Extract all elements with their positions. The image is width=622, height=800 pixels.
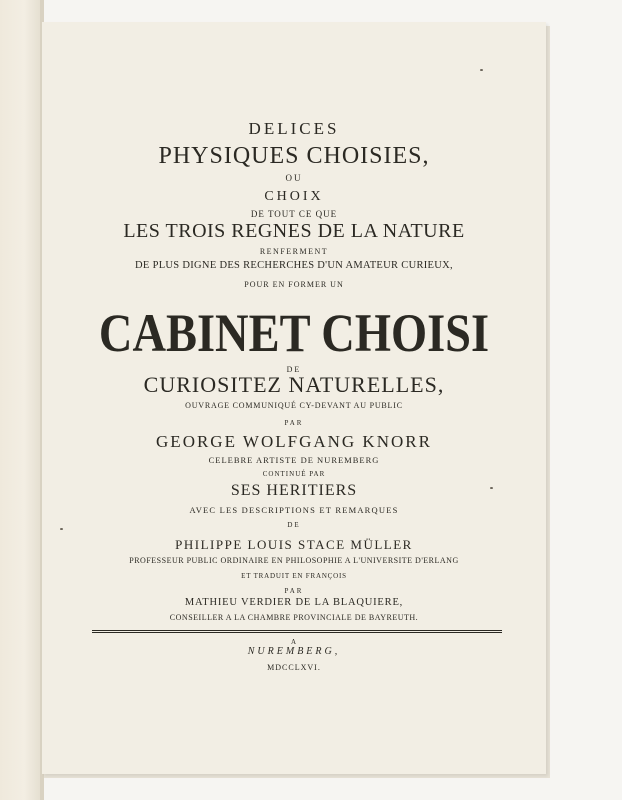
contributor-name-muller: PHILIPPE LOUIS STACE MÜLLER bbox=[175, 537, 413, 552]
title-line-regnes: LES TROIS REGNES DE LA NATURE bbox=[123, 220, 465, 242]
title-line-par-2: PAR bbox=[284, 587, 304, 595]
title-line-par: PAR bbox=[284, 419, 304, 427]
imprint-place: NUREMBERG, bbox=[247, 646, 341, 657]
translator-name: MATHIEU VERDIER DE LA BLAQUIERE, bbox=[184, 597, 404, 608]
title-line-ou: OU bbox=[285, 173, 303, 183]
main-title-cabinet-choisi: CABINET CHOISI bbox=[98, 303, 490, 363]
title-line-physiques: PHYSIQUES CHOISIES, bbox=[158, 143, 430, 169]
title-line-heritiers: SES HERITIERS bbox=[230, 482, 358, 499]
title-line-de-2: DE bbox=[287, 521, 301, 529]
foxing-speck bbox=[60, 528, 63, 530]
title-line-renferment: RENFERMENT bbox=[259, 247, 329, 256]
translator-description: CONSEILLER A LA CHAMBRE PROVINCIALE DE BAYREUTH. bbox=[169, 613, 419, 622]
title-line-choix: CHOIX bbox=[264, 189, 324, 204]
divider-rule-bottom bbox=[92, 632, 502, 633]
title-line-pour-en-former: POUR EN FORMER UN bbox=[244, 280, 344, 289]
title-line-delices: DELICES bbox=[248, 119, 340, 138]
imprint-date: MDCCLXVI. bbox=[267, 663, 321, 672]
imprint-a: A bbox=[290, 638, 298, 646]
title-line-avec: AVEC LES DESCRIPTIONS ET REMARQUES bbox=[189, 505, 399, 515]
foxing-speck bbox=[490, 487, 493, 489]
title-line-continue: CONTINUÉ PAR bbox=[262, 470, 326, 478]
author-description: CELEBRE ARTISTE DE NUREMBERG bbox=[208, 455, 380, 465]
title-line-traduit: ET TRADUIT EN FRANÇOIS bbox=[241, 572, 347, 580]
title-line-digne: DE PLUS DIGNE DES RECHERCHES D'UN AMATEUR CURIEUX, bbox=[135, 260, 453, 271]
divider-rule-top bbox=[92, 630, 502, 631]
book-spine-edge bbox=[0, 0, 44, 800]
title-line-curiositez: CURIOSITEZ NATURELLES, bbox=[143, 372, 445, 397]
foxing-speck bbox=[480, 69, 483, 71]
title-page bbox=[42, 22, 546, 774]
author-name-knorr: GEORGE WOLFGANG KNORR bbox=[156, 432, 432, 451]
title-line-ouvrage: OUVRAGE COMMUNIQUÉ CY-DEVANT AU PUBLIC bbox=[185, 401, 403, 410]
title-line-de-tout: DE TOUT CE QUE bbox=[250, 209, 338, 219]
title-line-de: DE bbox=[286, 365, 302, 374]
contributor-description: PROFESSEUR PUBLIC ORDINAIRE EN PHILOSOPHIE A L'UNIVERSITE D'ERLANG bbox=[129, 556, 459, 565]
